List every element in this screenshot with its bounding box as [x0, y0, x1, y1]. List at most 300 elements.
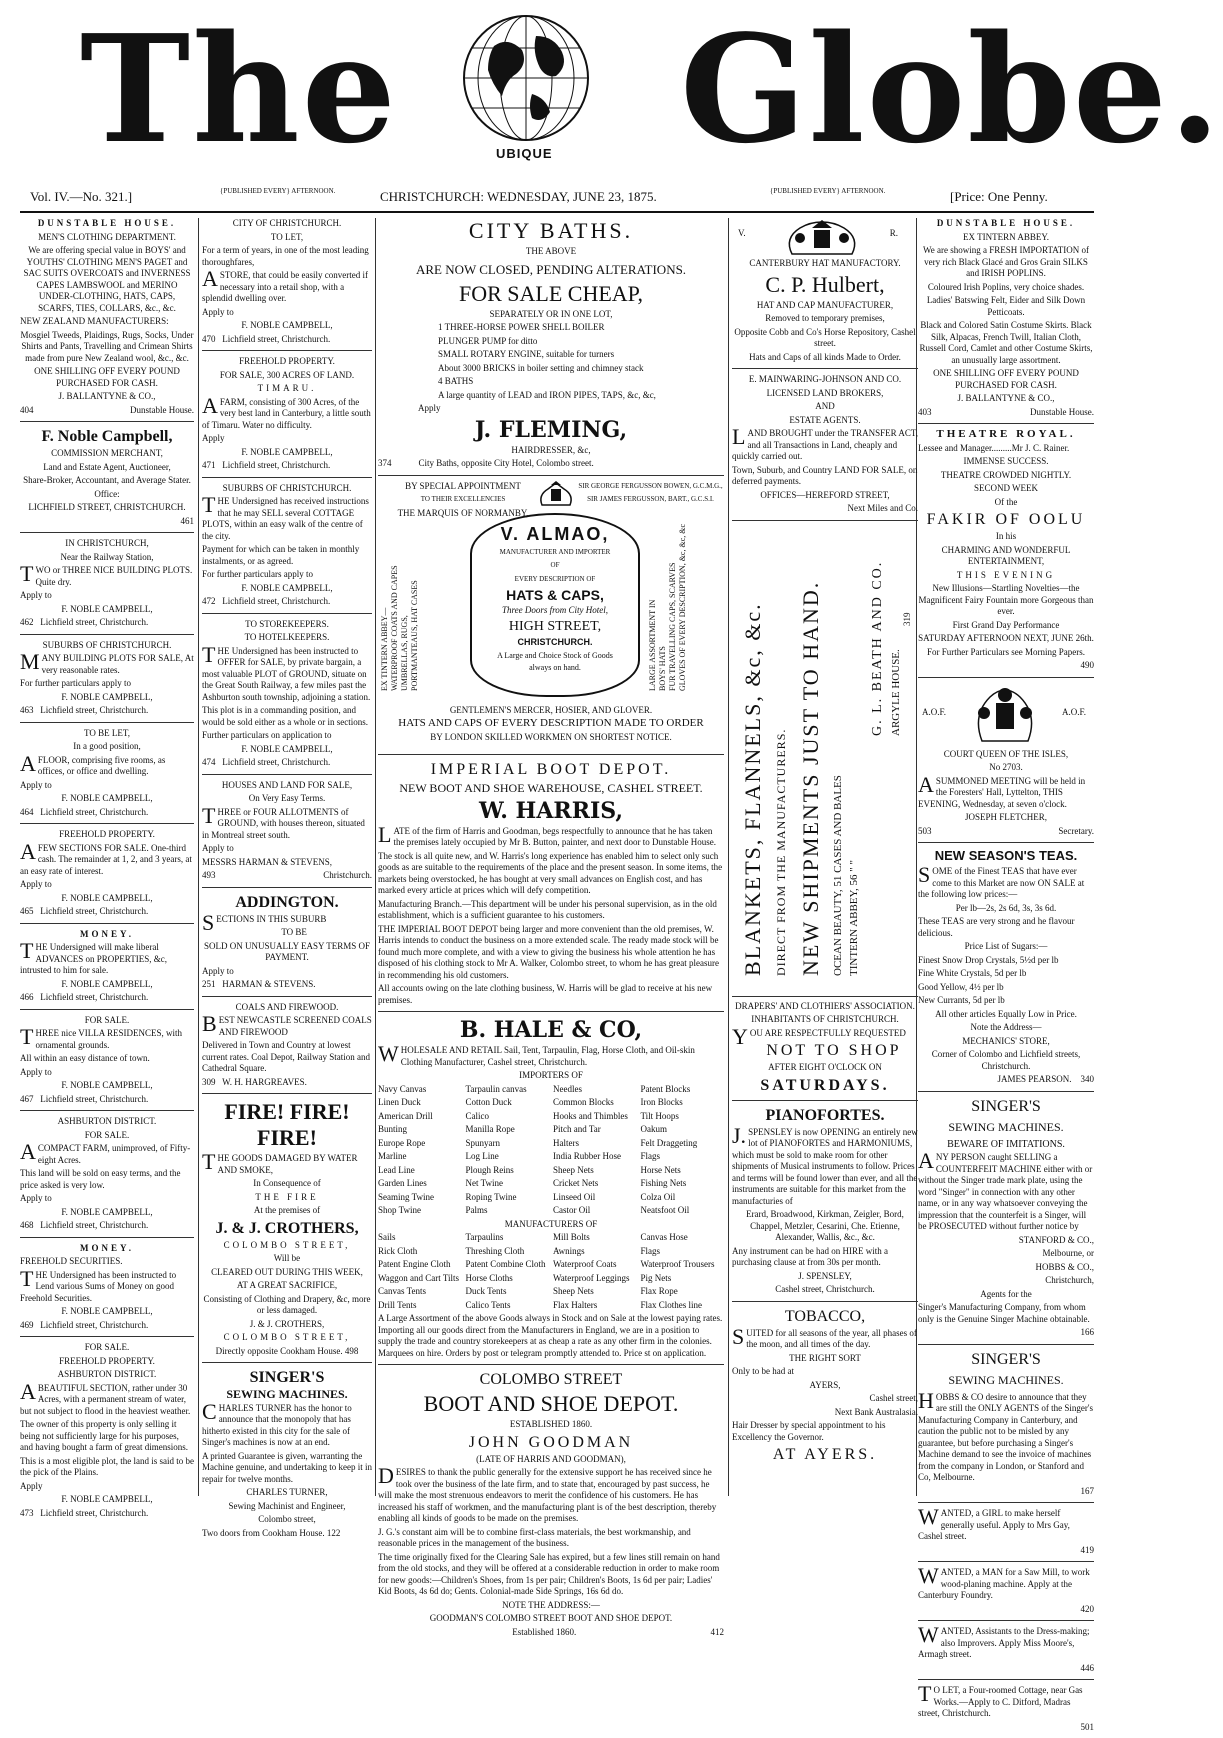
ad-hulbert — [732, 218, 918, 369]
ad-blankets — [732, 526, 918, 997]
list-item: Linen Duck — [378, 1097, 421, 1107]
ad-body: THE RIGHT SORT — [789, 1352, 861, 1363]
ad-apply: Apply to — [20, 1066, 52, 1077]
ad-address: Lichfield street, Christchurch. — [40, 992, 149, 1002]
ad-subtitle: IMPORTERS OF — [519, 1070, 583, 1080]
list-item: Waterproof Coats — [553, 1259, 617, 1269]
ad-body: LAND BROUGHT under the TRANSFER ACT, and all Transactions in Land, cheaply and quickly carried out. — [732, 424, 918, 461]
ad-agent: F. NOBLE CAMPBELL, — [241, 582, 333, 593]
list-item: Common Blocks — [553, 1097, 614, 1107]
ad-signature: J. BALLANTYNE & CO., — [957, 393, 1055, 403]
ad-heading: SUBURBS OF CHRISTCHURCH. — [222, 482, 352, 493]
ad-goodman — [378, 1370, 724, 1643]
ad-body: Hats and Caps of all kinds Made to Order. — [749, 351, 901, 362]
ad-item: About 3000 BRICKS in boiler setting and chimney stack — [438, 362, 644, 373]
list-item: Felt Draggeting — [640, 1137, 698, 1148]
ad-body: BEWARE OF IMITATIONS. — [947, 1138, 1065, 1150]
ad-body: This plot is in a commanding position, and would be sold either as a whole or in sections. — [202, 705, 368, 727]
ad-to-let — [20, 728, 194, 825]
list-item: Palms — [465, 1205, 488, 1215]
ad-body: ONE SHILLING OFF EVERY POUND PURCHASED FOR CASH. — [34, 366, 180, 388]
column-rule — [198, 218, 199, 1496]
ad-side-line: PORTMANTEAUS, HAT CASES — [410, 579, 419, 691]
ad-agent: F. NOBLE CAMPBELL, — [61, 978, 153, 989]
list-item: Canvas Hose — [640, 1232, 688, 1242]
ad-address: Lichfield street, Christchurch. — [40, 1093, 149, 1104]
ad-heading: COLOMBO STREET — [479, 1371, 623, 1388]
ad-number: 467 — [20, 1093, 34, 1104]
ad-body: AFARM, consisting of 300 Acres, of the very best land in Canterbury, a little south of Timaru. Water no difficulty. — [202, 392, 371, 430]
ad-body: SIR JAMES FERGUSSON, BART., G.C.S.I. — [587, 495, 714, 503]
ad-body: We are offering special value in BOYS' and YOUTHS' CLOTHING MEN'S PAGET and SAC SUITS OVERCOATS and INVERNESS CAPES LAMBSWOOL and MERINO UNDER-CLOTHING, HATS, CAPS, SCARFS, TIES, COLLARS, &c., &c. — [23, 245, 191, 313]
ad-apply: Apply to — [202, 843, 234, 853]
ad-number: 490 — [1080, 660, 1094, 670]
ad-body: BEST NEWCASTLE SCREENED COALS AND FIREWOOD — [202, 1011, 372, 1037]
ad-agent: F. NOBLE CAMPBELL, — [61, 1080, 153, 1090]
list-item: Neatsfoot Oil — [640, 1205, 690, 1215]
ad-body: CLEARED OUT DURING THIS WEEK, — [211, 1266, 363, 1277]
ad-body: THE Undersigned will make liberal ADVANCES on PROPERTIES, &c, intrusted to him for sale. — [20, 938, 168, 975]
ad-heading: COURT QUEEN OF THE ISLES, — [943, 748, 1069, 759]
ad-body: Removed to temporary premises, — [765, 313, 885, 323]
column-5 — [918, 218, 1094, 1732]
ad-number: 469 — [20, 1319, 34, 1330]
ad-body: The time originally fixed for the Clearing Sale has expired, but a few lines still remain on hand from the old stocks, and they will be offered at a considerable reduction in order to make room for new goods:—Children's Shoes, from 1s per pair; Children's Boots, 1s 6d per pair; Ladies' Kid Boots, 4s 6d do; Gents. Colonial-made Side Springs, 16s 6d do. — [378, 1551, 720, 1596]
ad-body: First Grand Day Performance — [952, 619, 1060, 630]
ad-body: Land and Estate Agent, Auctioneer, — [43, 461, 171, 472]
ad-body: TO BE — [281, 927, 307, 937]
list-item: Oakum — [640, 1124, 667, 1134]
list-item: Flax Rope — [640, 1286, 678, 1296]
list-item: Garden Lines — [378, 1178, 427, 1188]
ad-body: THIS EVENING — [956, 569, 1056, 580]
ad-freehold-securities — [20, 1243, 194, 1338]
ad-agent: F. NOBLE CAMPBELL, — [61, 1494, 153, 1504]
ad-subtitle: COMMISSION MERCHANT, — [51, 448, 163, 458]
ad-number: 471 — [202, 460, 216, 470]
ad-address: Lichfield street, Christchurch. — [40, 1507, 149, 1518]
ad-firm: B. HALE & CO, — [459, 1017, 643, 1043]
ad-body: SEPARATELY OR IN ONE LOT, — [489, 308, 613, 319]
ad-agent: F. NOBLE CAMPBELL, — [61, 1306, 153, 1316]
ad-body: THREE nice VILLA RESIDENCES, with ornamental grounds. — [20, 1024, 183, 1050]
list-item: Fishing Nets — [640, 1178, 687, 1188]
ad-subtitle: BOOT AND SHOE DEPOT. — [423, 1391, 679, 1416]
ad-address: Dunstable House. — [1030, 406, 1094, 417]
ad-body: THE IMPERIAL BOOT DEPOT being larger and more convenient than the old premises, W. Harris intends to conduct the business on a more extended scale. The ready made stock will be found much more complete, and with a view to giving the business his whole attention he has disposed of his clothing stock to Mr A. Walker, Colombo street, to whom he has great pleasure in recommending his old customers. — [378, 923, 719, 980]
ad-heading: NEW SEASON'S TEAS. — [934, 848, 1078, 863]
ad-firm: AYERS, — [809, 1379, 841, 1390]
ad-apply: Apply — [418, 403, 441, 413]
masthead-title-right: Globe. — [680, 2, 1223, 176]
ad-number: 464 — [20, 806, 34, 817]
ad-body: Will be — [273, 1253, 301, 1263]
ad-body: ESTABLISHED 1860. — [509, 1419, 593, 1429]
list-item: Drill Tents — [378, 1299, 417, 1310]
ad-body: Erard, Broadwood, Kirkman, Zeigler, Bord, Chappel, Metzler, Cesarini, Che. Etienne, Alexander, Wallis, &c., &c. — [746, 1209, 904, 1242]
ad-number: 474 — [202, 757, 216, 767]
ad-wanted-assistants — [918, 1622, 1094, 1680]
masthead-title-left: The — [80, 2, 398, 176]
ad-body: We are showing a FRESH IMPORTATION of very rich Black Glacé and Gros Grain SILKS and IRISH POPLINS. — [923, 245, 1089, 278]
ad-number: 420 — [1080, 1603, 1094, 1614]
ad-address: Dunstable House. — [130, 404, 194, 415]
ad-body: ONE SHILLING OFF EVERY POUND PURCHASED FOR CASH. — [933, 368, 1079, 390]
list-item: Duck Tents — [465, 1286, 507, 1296]
ad-body: Ladies' Batswing Felt, Eider and Silk Down Petticoats. — [926, 295, 1086, 317]
ad-body: SECOND WEEK — [973, 483, 1039, 493]
ad-body: HATS & CAPS, — [506, 587, 604, 603]
ad-subtitle: FOR SALE. — [84, 1129, 130, 1140]
ad-item: PLUNGER PUMP for ditto — [438, 335, 538, 346]
list-item: Cricket Nets — [553, 1178, 599, 1188]
ad-title: DUNSTABLE HOUSE. — [37, 218, 177, 228]
date-place: CHRISTCHURCH: WEDNESDAY, JUNE 23, 1875. — [380, 189, 657, 204]
list-item: Canvas Tents — [378, 1286, 426, 1296]
ad-firm: C. P. Hulbert, — [765, 271, 885, 297]
ad-body: TO LET, a Four-roomed Cottage, near Gas Works.—Apply to C. Ditford, Madras street, Christchurch. — [918, 1681, 1083, 1718]
ad-side-line: BOYS' HATS — [658, 645, 667, 691]
column-rule — [728, 218, 729, 1496]
ad-address: Lichfield street, Christchurch. — [222, 757, 331, 767]
ad-apply: Further particulars on application to — [202, 730, 332, 740]
list-item: Patent Engine Cloth — [378, 1259, 451, 1269]
ad-agent: CHARLES TURNER, — [246, 1487, 328, 1497]
ad-body: HAT AND CAP MANUFACTURER, — [756, 299, 894, 310]
ad-body: At the premises of — [253, 1205, 321, 1215]
ad-body: ABEAUTIFUL SECTION, rather under 30 Acres, with a permanent stream of water, but not subject to flood in the heaviest weather. — [20, 1378, 191, 1416]
ad-firm: W. HARRIS, — [478, 797, 624, 824]
ad-body: TO THEIR EXCELLENCIES — [420, 495, 506, 503]
list-item: Halters — [553, 1137, 579, 1148]
ad-address: Lichfield street, Christchurch. — [222, 333, 331, 344]
ad-body: V. — [738, 228, 746, 238]
ad-address: Lichfield street, Christchurch. — [40, 1220, 149, 1230]
list-item: Iron Blocks — [640, 1097, 683, 1107]
ad-body: Manufacturing Branch.—This department will be under his personal supervision, as in the old establishment, which is a sufficient guarantee to his customers. — [378, 898, 717, 920]
ad-apply: Apply to — [20, 590, 52, 600]
column-3 — [378, 218, 724, 1637]
ad-heading: FIRE! FIRE! FIRE! — [224, 1099, 350, 1150]
ad-theatre-royal — [918, 429, 1094, 678]
ad-firm: J. & J. CROTHERS, — [215, 1219, 359, 1237]
ad-number: 309 — [202, 1076, 216, 1087]
ad-body: WANTED, a GIRL to make herself generally useful. Apply to Mrs Gay, Cashel street. — [918, 1504, 1070, 1541]
ad-firm: G. L. BEATH AND CO. — [870, 560, 885, 736]
ad-body: COLOMBO STREET, — [223, 1332, 351, 1342]
ad-title: F. Noble Campbell, — [41, 428, 173, 445]
ad-body: Share-Broker, Accountant, and Average Stater. — [23, 475, 191, 485]
ad-address: OFFICES—HEREFORD STREET, — [760, 489, 890, 500]
ad-address: Next Miles and Co. — [847, 503, 918, 513]
ad-body: Fine White Crystals, 5d per lb — [918, 968, 1027, 978]
list-item: Waterproof Leggings — [553, 1272, 630, 1283]
list-item: Plough Reins — [465, 1164, 514, 1175]
ad-number: 461 — [180, 515, 194, 526]
ad-address: Melbourne, or — [1042, 1248, 1094, 1258]
column-rule — [375, 218, 376, 1496]
ad-agent: F. NOBLE CAMPBELL, — [241, 320, 333, 330]
list-item: Sheep Nets — [553, 1286, 594, 1296]
ad-apply: Apply to — [20, 1193, 52, 1203]
ad-address: Lichfield street, Christchurch. — [222, 596, 331, 606]
ad-body: THREE or FOUR ALLOTMENTS of GROUND, with houses thereon, situated in Montreal street south. — [202, 802, 365, 840]
ad-villas — [20, 1015, 194, 1112]
list-item: Europe Rope — [378, 1137, 426, 1148]
ad-subtitle: SEWING MACHINES. — [948, 1119, 1064, 1134]
ad-heading: BLANKETS, FLANNELS, &c, &c. — [740, 601, 765, 976]
ad-subtitle: FREEHOLD PROPERTY. — [59, 1355, 155, 1366]
ad-body: All accounts owing on the late clothing business, W. Harris will be glad to receive at his new premises. — [378, 983, 713, 1005]
list-item: Pig Nets — [640, 1272, 672, 1283]
ad-heading: CITY OF CHRISTCHURCH. — [232, 218, 342, 228]
ad-number: 493 — [202, 870, 216, 880]
ad-address: Christchurch, — [1045, 1275, 1094, 1285]
ad-fire-sale — [202, 1099, 372, 1363]
ad-number: 167 — [1080, 1485, 1094, 1496]
ad-body: Good Yellow, 4½ per lb — [918, 981, 1004, 992]
ad-cottage-to-let — [918, 1681, 1094, 1738]
ad-mainwaring-johnson — [732, 374, 918, 521]
ad-agent: HARMAN & STEVENS. — [222, 979, 316, 989]
ad-firm: JOHN GOODMAN — [468, 1433, 634, 1451]
ad-heading: CANTERBURY HAT MANUFACTORY. — [749, 258, 901, 268]
ad-houses-and-land — [202, 780, 372, 888]
ad-body: A printed Guarantee is given, warranting the Machine genuine, and undertaking to keep it in repair for twelve months. — [202, 1450, 372, 1484]
ad-heading: IN CHRISTCHURCH, — [65, 538, 149, 548]
ad-beautiful-section — [20, 1342, 194, 1524]
ad-heading: SINGER'S — [971, 1350, 1041, 1368]
ad-body: HAIRDRESSER, &c, — [511, 444, 591, 455]
ad-agent: J. FLEMING, — [474, 416, 628, 443]
ad-wanted-girl — [918, 1504, 1094, 1562]
ad-addington — [202, 893, 372, 997]
ad-singer-beware — [918, 1097, 1094, 1345]
ad-apply: Apply — [20, 1480, 43, 1491]
ad-body: SECTIONS IN THIS SUBURB — [202, 909, 327, 935]
ad-body: Delivered in Town and Country at lowest current rates. Coal Depot, Railway Station and Cathedral Square. — [202, 1040, 370, 1073]
ad-number: 463 — [20, 705, 34, 715]
ad-side-line: UMBRELLAS, RUGS, — [400, 614, 409, 691]
ad-body: SOME of the Finest TEAS that have ever come to this Market are now ON SALE at the following low prices:— — [918, 862, 1085, 899]
ad-suburbs — [20, 640, 194, 723]
ad-body: HIGH STREET, — [508, 618, 602, 634]
ad-item: 4 BATHS — [438, 376, 474, 386]
ad-heading: FOR SALE. — [84, 1014, 130, 1025]
ad-agent: F. NOBLE CAMPBELL, — [61, 691, 153, 702]
ad-subtitle: LICENSED LAND BROKERS, — [766, 387, 884, 398]
ad-address: Lichfield street, Christchurch. — [40, 906, 149, 916]
ad-building-plots — [20, 538, 194, 635]
list-item: Flags — [640, 1151, 661, 1161]
ad-body: SUITED for all seasons of the year, all phases of the moon, and all times of the day. — [732, 1323, 917, 1349]
ad-number: 446 — [1080, 1662, 1094, 1673]
ad-subtitle: NEW BOOT AND SHOE WAREHOUSE, CASHEL STREET. — [399, 780, 703, 795]
ad-body: Per lb—2s, 2s 6d, 3s, 3s 6d. — [955, 902, 1057, 913]
list-item: Horse Cloths — [465, 1272, 513, 1283]
ad-heading: FREEHOLD PROPERTY. — [239, 356, 335, 366]
list-item: Roping Twine — [465, 1191, 517, 1202]
ad-body: Colombo street, — [258, 1514, 316, 1524]
ad-body: GENTLEMEN'S MERCER, HOSIER, AND GLOVER. — [449, 704, 653, 715]
ad-body: For a term of years, in one of the most leading thoroughfares, — [202, 245, 369, 267]
ad-address: Cashel street, — [869, 1393, 918, 1403]
ad-body: Hair Dresser by special appointment to his Excellency the Governor. — [732, 1420, 886, 1442]
list-item: Tarpaulins — [465, 1232, 504, 1242]
ad-subtitle: On Very Easy Terms. — [248, 793, 326, 803]
ad-heading: IMPERIAL BOOT DEPOT. — [430, 760, 672, 778]
ad-agent: F. NOBLE CAMPBELL, — [61, 1206, 153, 1217]
ad-heading: TO STOREKEEPERS. — [245, 618, 329, 629]
ad-apply: Apply to — [20, 779, 52, 790]
ad-apply: Apply — [202, 433, 225, 443]
ad-heading: FOR SALE CHEAP, — [459, 280, 643, 306]
list-item: Manilla Rope — [465, 1124, 515, 1134]
ad-agent: W. H. HARGREAVES. — [222, 1076, 307, 1087]
ad-body: Directly opposite Cookham House. 498 — [215, 1345, 359, 1356]
ad-body: Note the Address— — [970, 1022, 1042, 1032]
ad-body: AND — [815, 401, 835, 411]
ad-item-list — [378, 322, 724, 401]
ad-heading: MONEY. — [80, 928, 134, 939]
ad-body: R. — [889, 228, 898, 238]
masthead-motto: UBIQUE — [496, 146, 553, 161]
ad-body: AFTER EIGHT O'CLOCK ON — [768, 1062, 882, 1072]
ad-body: CHARLES TURNER has the honor to announce that the monopoly that has hitherto existed in this city for the sale of Singer's machines is now at an end. — [202, 1398, 352, 1447]
ad-body: Opposite Cobb and Co's Horse Repository, Cashel street. — [734, 326, 916, 348]
ad-subtitle: TO HOTELKEEPERS. — [244, 632, 330, 642]
dateline — [20, 183, 1094, 213]
ad-subtitle: In a good position, — [73, 741, 141, 751]
ad-number: 465 — [20, 906, 34, 916]
ad-number: 374 — [378, 458, 392, 468]
ad-body: WANTED, Assistants to the Dress-making; also Improvers. Apply Miss Moore's, Armagh street. — [918, 1622, 1090, 1659]
publication-note: {PUBLISHED EVERY} AFTERNOON. — [220, 187, 336, 195]
ad-side-right — [648, 523, 688, 690]
ad-body: YOU ARE RESPECTFULLY REQUESTED — [732, 1023, 906, 1049]
ad-body: (LATE OF HARRIS AND GOODMAN), — [476, 1453, 626, 1464]
ad-body: THE FIRE — [255, 1191, 319, 1202]
ad-number: 501 — [1080, 1721, 1094, 1732]
list-item: Needles — [553, 1083, 582, 1094]
ad-body: THEATRE CROWDED NIGHTLY. — [940, 469, 1072, 480]
ad-body: Secretary. — [1058, 825, 1094, 836]
ad-body: These TEAS are very strong and he flavour delicious. — [918, 916, 1075, 938]
ad-body: The owner of this property is only selling it being not sufficiently large for his purposes, and having bought a farm of great dimensions. — [20, 1419, 188, 1452]
ad-subtitle: DIRECT FROM THE MANUFACTURERS. — [774, 728, 788, 976]
ad-address: City Baths, opposite City Hotel, Colombo street. — [418, 458, 594, 468]
ad-body: The stock is all quite new, and W. Harris's long experience has enabled him to select only such goods as are suitable to the requirements of the place and the present season. In some items, the markets being overstocked, he has bought at very small advances on English cost, and has marked every article at prices which will defy competition. — [378, 850, 723, 895]
ad-number: 470 — [202, 333, 216, 344]
ad-title: DUNSTABLE HOUSE. — [936, 218, 1076, 228]
ad-body: Established 1860. — [512, 1626, 577, 1637]
list-item: Flax Clothes line — [640, 1299, 702, 1310]
ad-body: LATE of the firm of Harris and Goodman, begs respectfully to announce that he has taken the premises lately occupied by Mr B. Button, painter, and next door to Dunstable House. — [378, 821, 717, 847]
ad-heading: HOUSES AND LAND FOR SALE, — [221, 779, 353, 790]
ad-body: CHARMING AND WONDERFUL ENTERTAINMENT, — [941, 544, 1071, 566]
ad-address: Cashel street, Christchurch. — [775, 1284, 875, 1294]
ad-body: Office: — [94, 488, 120, 499]
column-4 — [732, 218, 918, 1498]
ad-body: This is a most eligible plot, the land is said to be the pick of the Plains. — [20, 1455, 194, 1477]
ad-side-left — [380, 565, 420, 691]
ad-subtitle: EX TINTERN ABBEY. — [963, 231, 1049, 242]
list-item: Sails — [378, 1232, 396, 1242]
ad-body: In Consequence of — [253, 1178, 321, 1188]
list-item: Flags — [640, 1245, 661, 1256]
ad-coals — [202, 1002, 372, 1095]
column-1 — [20, 218, 194, 1518]
ad-body: THE Undersigned has received instructions that he may SELL several COTTAGE PLOTS, within an easy walk of the centre of the city. — [202, 492, 369, 541]
ad-body: WANTED, a MAN for a Saw Mill, to work wood-planing machine. Apply at the Canterbury Foundry. — [918, 1563, 1090, 1600]
list-item: Cotton Duck — [465, 1097, 512, 1107]
ad-body: Lessee and Manager.........Mr J. C. Rainer. — [918, 442, 1070, 453]
list-item: Tilt Hoops — [640, 1110, 679, 1121]
ad-hale — [378, 1017, 724, 1365]
ad-firm: V. ALMAO, — [500, 523, 610, 544]
ad-item: A large quantity of LEAD and IRON PIPES, TAPS, &c, &c, — [438, 389, 656, 400]
ad-body: Three Doors from City Hotel, — [501, 605, 609, 615]
ad-heading: NEW SHIPMENTS JUST TO HAND. — [798, 580, 823, 976]
list-item: Waterproof Trousers — [640, 1259, 715, 1269]
ad-heading: NEW ZEALAND MANUFACTURERS: — [20, 316, 169, 326]
ad-heading: FREEHOLD PROPERTY. — [59, 829, 155, 839]
list-item: Bunting — [378, 1124, 408, 1134]
ad-item: SMALL ROTARY ENGINE, suitable for turners — [438, 349, 615, 359]
ad-body: Payment for which can be taken in monthly instalments, or as agreed. — [202, 544, 360, 566]
ad-body: THE Undersigned has been instructed to OFFER for SALE, by private bargain, a most valuable PLOT of GROUND, situate on the Great South Railway, a few miles past the Ashburton south township, adjoining a station. — [202, 641, 371, 702]
ad-body: COLOMBO STREET, — [223, 1239, 351, 1250]
ad-address: Next Bank Australasia. — [834, 1406, 918, 1417]
ad-address: Christchurch. — [323, 870, 372, 880]
ad-item: 1 THREE-HORSE POWER SHELL BOILER — [438, 322, 605, 332]
list-item: Hooks and Thimbles — [553, 1110, 628, 1121]
list-item: Navy Canvas — [378, 1083, 427, 1094]
ad-body: AFLOOR, comprising five rooms, as offices, or office and dwelling. — [20, 750, 166, 776]
ad-body: Price List of Sugars:— — [964, 941, 1048, 951]
ad-foresters — [918, 683, 1094, 844]
ad-body: EVERY DESCRIPTION OF — [514, 574, 596, 583]
ad-apply: Apply to — [202, 306, 234, 317]
list-item: Awnings — [553, 1245, 585, 1256]
ad-heading: SUBURBS OF CHRISTCHURCH. — [42, 639, 172, 650]
ad-subtitle: ASHBURTON DISTRICT. — [57, 1369, 157, 1379]
ad-address: Two doors from Cookham House. — [202, 1527, 325, 1538]
volume-number: Vol. IV.—No. 321.] — [30, 189, 133, 204]
ad-heading: ADDINGTON. — [235, 893, 339, 911]
ad-body: ASTORE, that could be easily converted if necessary into a retail shop, with a splendid dwelling over. — [202, 266, 368, 303]
ad-heading: THEATRE ROYAL. — [936, 428, 1076, 440]
list-item: Mill Bolts — [553, 1232, 590, 1242]
ad-singer-hobbs — [918, 1350, 1094, 1504]
ad-address: GOODMAN'S COLOMBO STREET BOOT AND SHOE DEPOT. — [429, 1613, 673, 1623]
ad-body: THE GOODS DAMAGED BY WATER AND SMOKE, — [202, 1149, 358, 1175]
ad-body: Of the — [994, 496, 1018, 507]
ad-agent: F. NOBLE CAMPBELL, — [61, 892, 153, 903]
ad-agent: F. NOBLE CAMPBELL, — [241, 743, 333, 754]
ad-noble-campbell — [20, 427, 194, 533]
ad-address: LICHFIELD STREET, CHRISTCHURCH. — [28, 502, 186, 512]
ad-number: 472 — [202, 596, 216, 606]
ad-body: Only to be had at — [732, 1366, 794, 1376]
ad-address: ARGYLE HOUSE. — [890, 648, 902, 736]
ad-number: 319 — [902, 612, 912, 626]
price: [Price: One Penny. — [950, 189, 1048, 204]
ad-apply: For further particulars apply to — [20, 678, 131, 688]
ad-agent: STANFORD & CO., — [1018, 1234, 1094, 1245]
ad-subtitle: SEWING MACHINES. — [948, 1372, 1064, 1387]
ad-subtitle: TIMARU. — [257, 383, 317, 393]
